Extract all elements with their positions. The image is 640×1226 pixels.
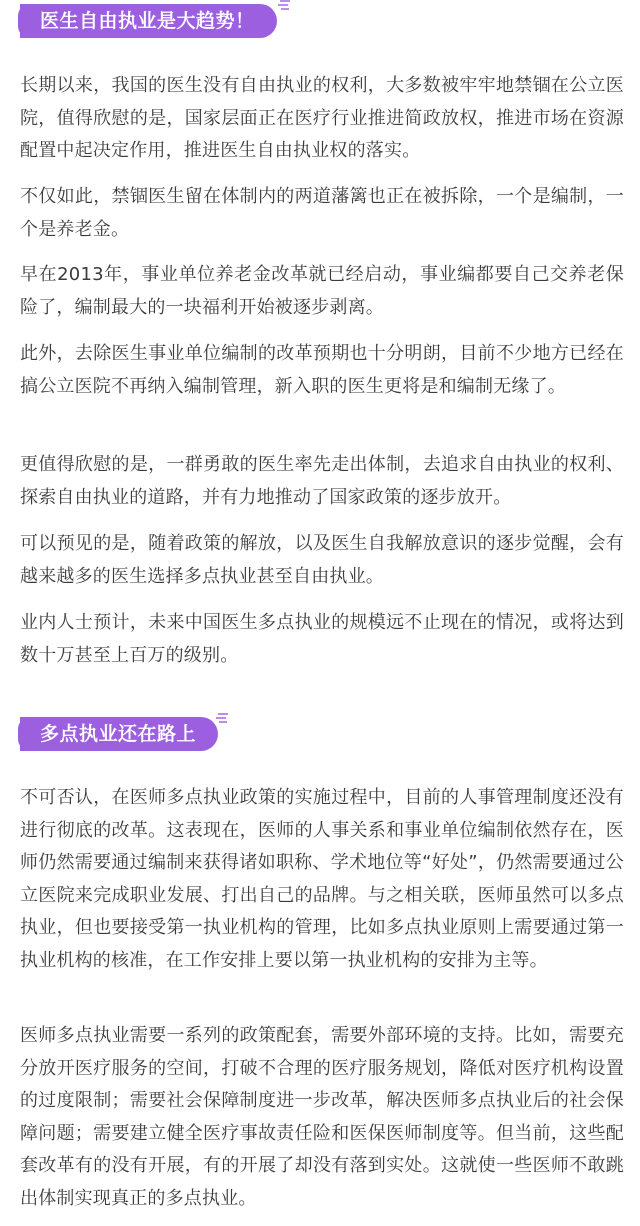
sparkle-decoration-icon [278, 0, 292, 14]
paragraph: 医师多点执业需要一系列的政策配套，需要外部环境的支持。比如，需要充分放开医疗服务的空间，打破不合理的医疗服务规划，降低对医疗机构设置的过度限制；需要社会保障制度进一步改革，解决医师多点执业后的社会保障问题；需要建立健全医疗事故责任险和医保医师制度等。但当前，这些配套改革有的没有开展，有的开展了却没有落到实处。这就使一些医师不敢跳出体制实现真正的多点执业。 [20, 1025, 624, 1209]
paragraph: 长期以来，我国的医生没有自由执业的权利，大多数被牢牢地禁锢在公立医院，值得欣慰的是，国家层面正在医疗行业推进简政放权，推进市场在资源配置中起决定作用，推进医生自由执业权的落实。 [20, 75, 624, 161]
section-heading-1 [20, 4, 300, 38]
section-title-1: 医生自由执业是大趋势！ [20, 4, 277, 38]
paragraph: 业内人士预计，未来中国医生多点执业的规模远不止现在的情况，或将达到数十万甚至上百万的级别。 [20, 612, 624, 666]
sparkle-decoration-icon [216, 711, 230, 727]
paragraph: 此外，去除医生事业单位编制的改革预期也十分明朗，目前不少地方已经在搞公立医院不再纳入编制管理，新入职的医生更将是和编制无缘了。 [20, 343, 624, 397]
paragraph: 更值得欣慰的是，一群勇敢的医生率先走出体制，去追求自由执业的权利、探索自由执业的道路，并有力地推动了国家政策的逐步放开。 [20, 454, 624, 508]
paragraph: 不可否认，在医师多点执业政策的实施过程中，目前的人事管理制度还没有进行彻底的改革。这表现在，医师的人事关系和事业单位编制依然存在，医师仍然需要通过编制来获得诸如职称、学术地位等“好处”，仍然需要通过公立医院来完成职业发展、打出自己的品牌。与之相关联，医师虽然可以多点执业，但也要接受第一执业机构的管理，比如多点执业原则上需要通过第一执业机构的核准，在工作安排上要以第一执业机构的安排为主等。 [20, 787, 624, 971]
paragraph: 早在2013年，事业单位养老金改革就已经启动，事业编都要自己交养老保险了，编制最大的一块福利开始被逐步剥离。 [20, 264, 624, 318]
paragraph: 不仅如此，禁锢医生留在体制内的两道藩篱也正在被拆除，一个是编制，一个是养老金。 [20, 186, 624, 240]
section-heading-2 [20, 717, 240, 751]
section-title-2: 多点执业还在路上 [20, 717, 218, 751]
paragraph: 可以预见的是，随着政策的解放，以及医生自我解放意识的逐步觉醒，会有越来越多的医生选择多点执业甚至自由执业。 [20, 533, 624, 587]
